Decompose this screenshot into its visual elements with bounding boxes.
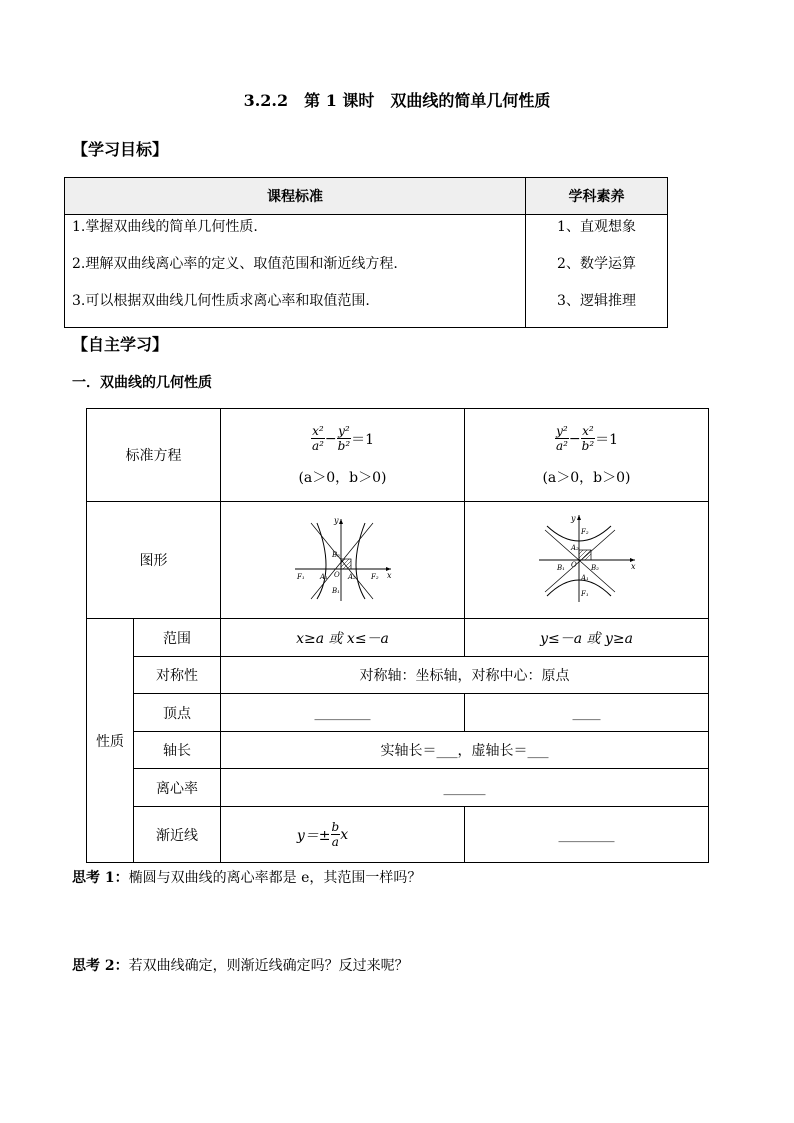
page-title: 3.2.2 第 1 课时 双曲线的简单几何性质 [243,91,551,110]
cell-eq-1 [221,409,465,502]
eq-condition: (a＞0，b＞0) [542,470,631,486]
eq-condition: (a＞0，b＞0) [298,470,387,486]
label-eccentricity: 离心率 [134,769,221,807]
label-properties: 性质 [87,619,134,863]
fig-label: B₂ [590,564,599,572]
header-literacy: 学科素养 [526,178,668,215]
think-label: 思考 1： [72,870,129,886]
section-part-one: 一．双曲线的几何性质 [72,375,212,391]
eq-num: x² [312,424,324,438]
cell-range-1: x≥a 或 x≤－a [221,619,465,657]
cell-asymptote-1 [221,807,465,863]
label-axis-length: 轴长 [134,732,221,769]
fig-label: O [570,561,577,569]
asym-left: y＝± [296,827,331,844]
fig-label: B₂ [331,551,340,559]
fig-label: F₂ [370,573,379,581]
literacy-item: 3、逻辑推理 [557,293,636,309]
label-figure: 图形 [87,502,221,619]
fig-label: B₁ [331,587,340,595]
label-range: 范围 [134,619,221,657]
eq-den: b² [581,439,595,453]
fig-label: A₂ [570,544,579,552]
equation-x-axis [311,424,374,453]
eq-rhs: ＝1 [595,431,619,448]
think-label: 思考 2： [72,958,129,974]
eq-den: b² [337,439,351,453]
think-text: 椭圆与双曲线的离心率都是 e，其范围一样吗？ [128,870,422,886]
standard-item: 1.掌握双曲线的简单几何性质. [72,219,258,235]
fig-label: B₁ [556,564,565,572]
label-standard-eq: 标准方程 [87,409,221,502]
literacy-item: 1、直观想象 [557,219,636,235]
label-asymptote: 渐近线 [134,807,221,863]
eq-minus: − [324,430,337,447]
cell-figure-1 [221,502,465,619]
think-text: 若双曲线确定，则渐近线确定吗？反过来呢？ [128,958,409,974]
label-vertex: 顶点 [134,694,221,732]
cell-vertex-1: ________ [221,694,465,732]
hyperbola-properties-table [86,408,709,863]
learning-goals-table [64,177,668,328]
eq-rhs: ＝1 [351,431,375,448]
standard-item: 3.可以根据双曲线几何性质求离心率和取值范围. [72,293,370,309]
eq-num: x² [582,424,594,438]
standard-item: 2.理解双曲线离心率的定义、取值范围和渐近线方程. [72,256,398,272]
fig-label: A₂ [347,573,356,581]
eq-num: y² [338,424,350,438]
eq-num: y² [556,424,568,438]
cell-vertex-2: ____ [465,694,709,732]
think-question-2 [72,955,409,975]
fig-label: A₁ [319,573,328,581]
cell-asymptote-2: ________ [465,807,709,863]
fig-label: x [386,571,392,580]
equation-y-axis [555,424,618,453]
asym-right: x [340,826,349,843]
hyperbola-x-axis-figure [291,513,395,603]
cell-figure-2 [465,502,709,619]
asym-num: b [331,820,340,834]
label-symmetry: 对称性 [134,657,221,694]
eq-den: a² [555,439,568,453]
section-learning-goals: 【学习目标】 [72,140,169,159]
cell-symmetry: 对称轴：坐标轴，对称中心：原点 [221,657,709,694]
cell-eq-2 [465,409,709,502]
cell-range-2: y≤－a 或 y≥a [465,619,709,657]
fig-label: F₁ [580,590,589,598]
hyperbola-y-axis-figure [535,512,639,604]
fig-label: A₁ [580,574,589,582]
fig-label: y [333,516,339,525]
fig-label: F₁ [296,573,305,581]
literacy-item: 2、数学运算 [557,256,636,272]
eq-minus: − [568,430,581,447]
fig-label: x [630,562,636,571]
eq-den: a² [311,439,324,453]
fig-label: O [333,571,340,579]
fig-label: F₂ [580,528,589,536]
asymptote-formula [297,820,348,849]
cell-axis-length: 实轴长＝___，虚轴长＝___ [221,732,709,769]
think-question-1 [72,867,421,887]
section-self-study: 【自主学习】 [72,335,169,354]
fig-label: y [570,514,576,523]
asym-den: a [331,835,339,849]
header-standards: 课程标准 [65,178,526,215]
cell-eccentricity: ______ [221,769,709,807]
